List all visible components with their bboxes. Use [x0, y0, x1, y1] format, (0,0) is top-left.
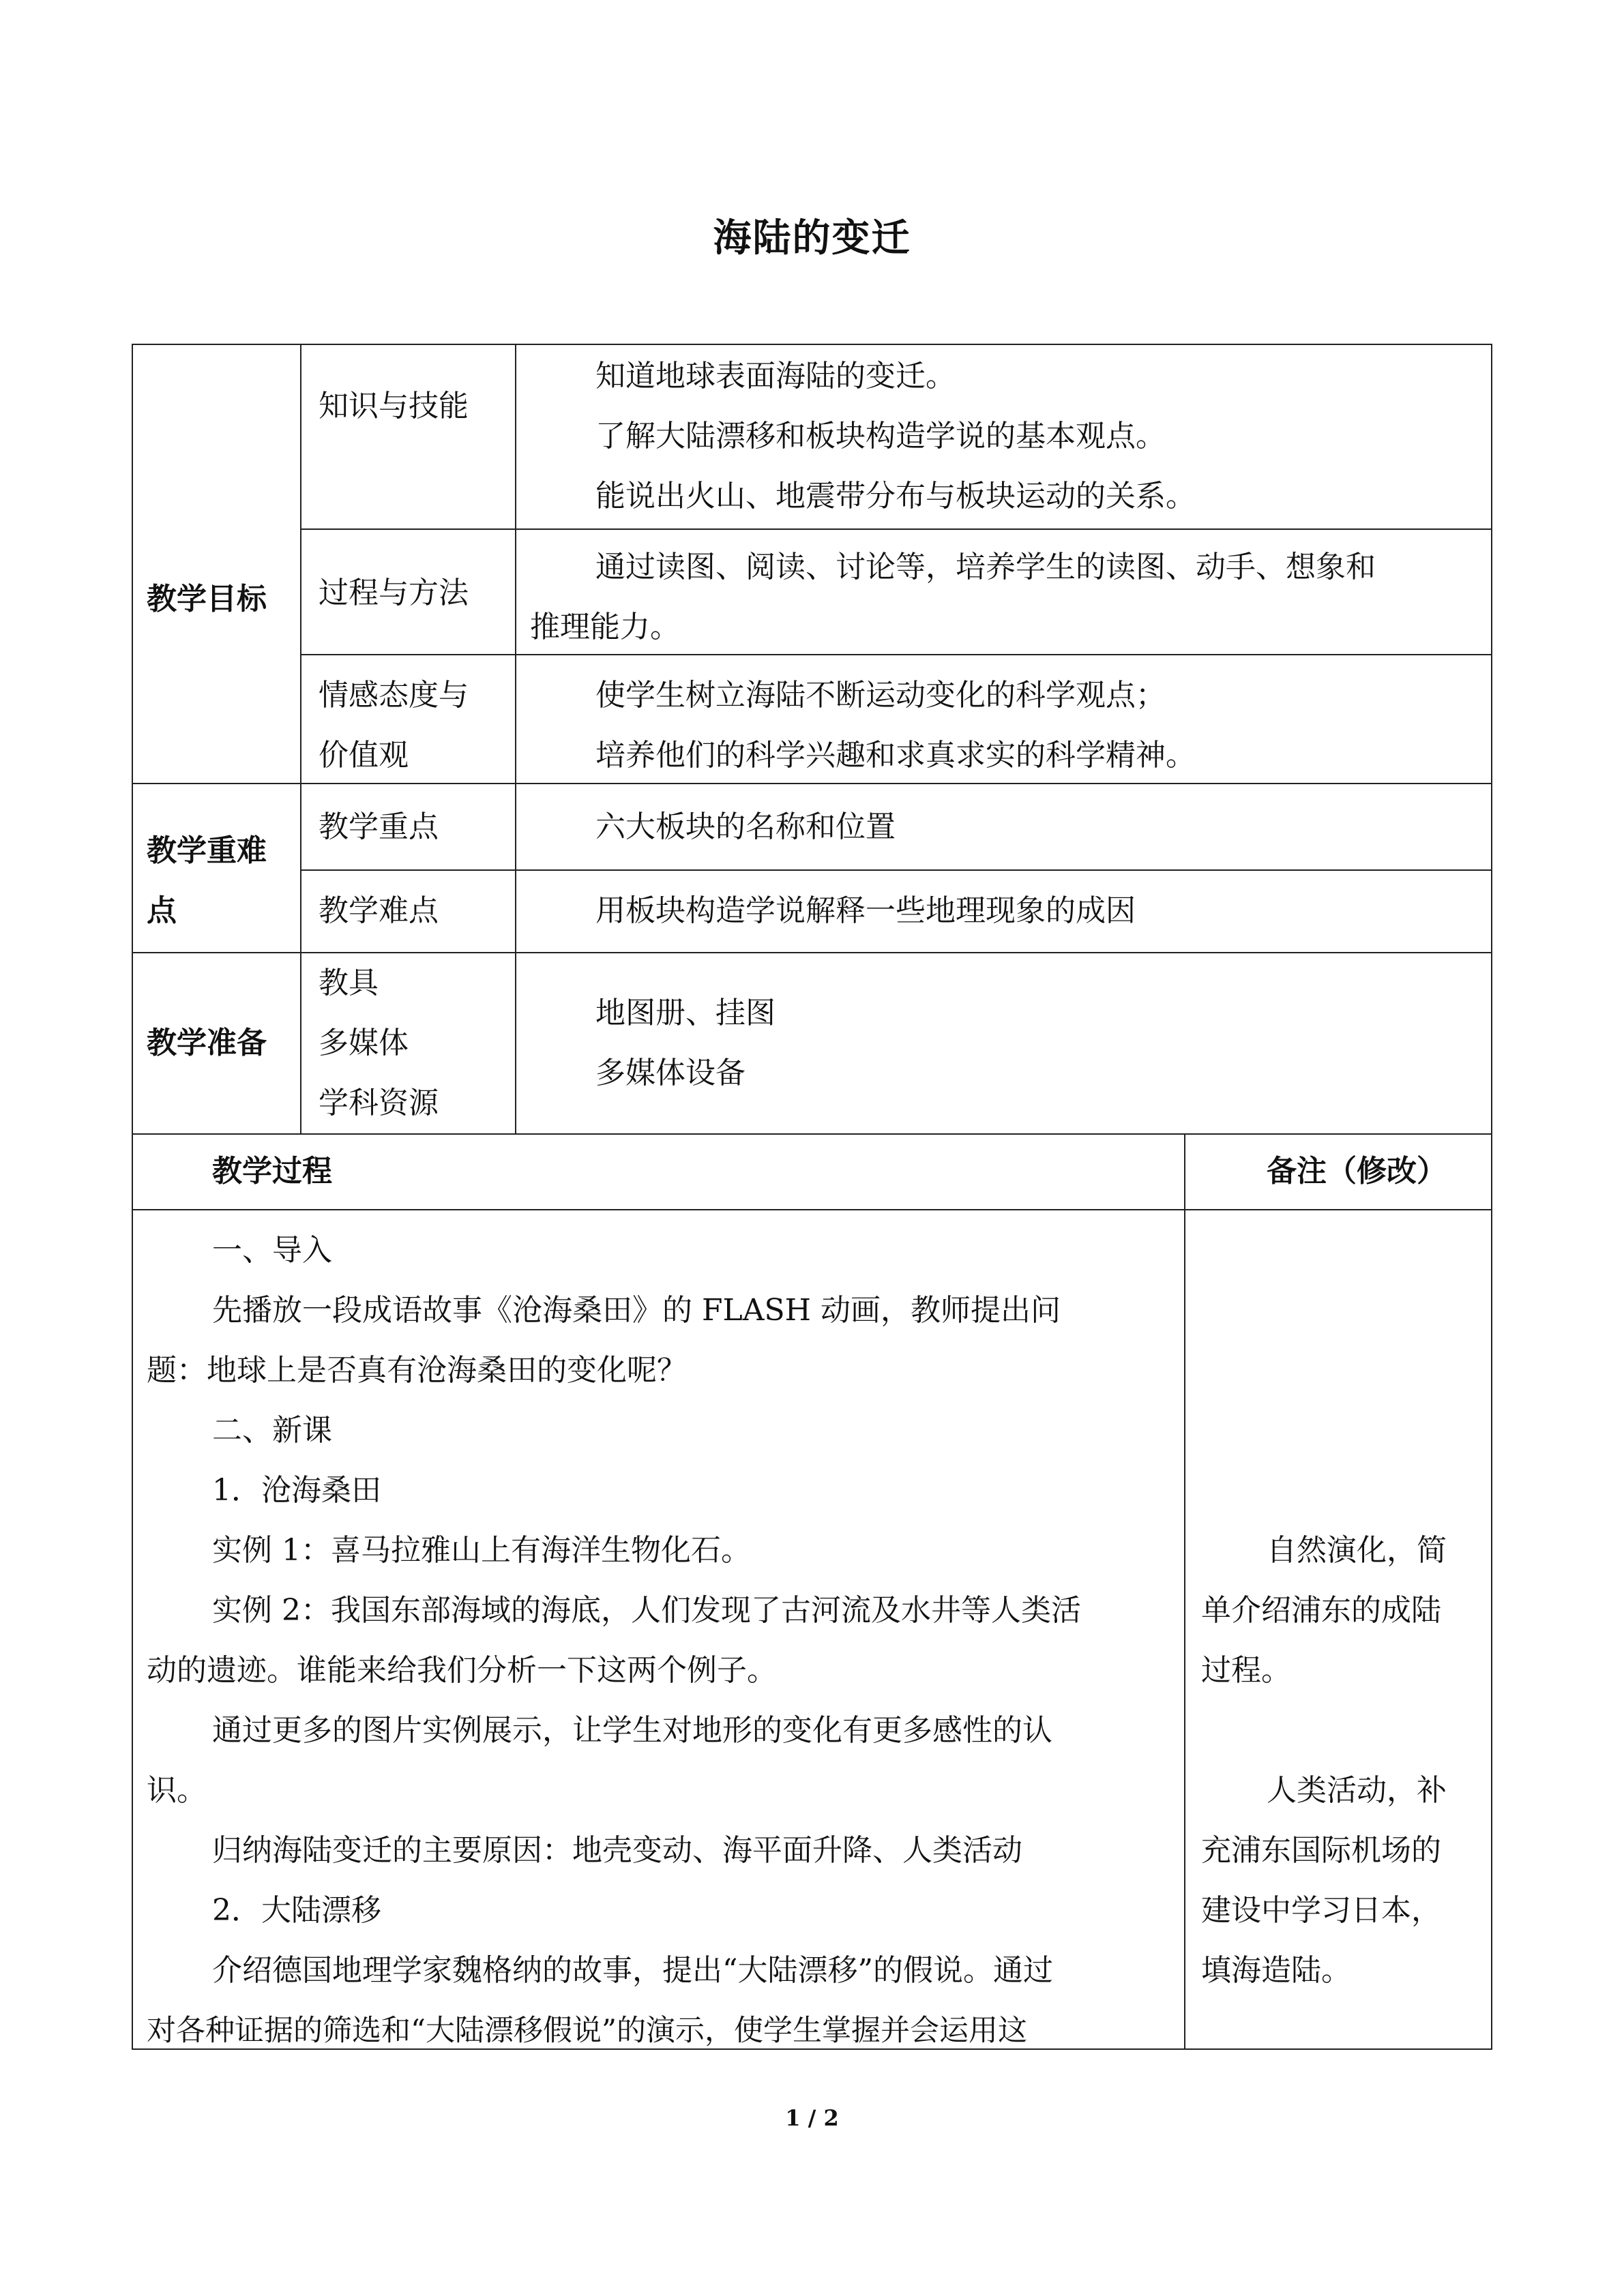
process-line: 2．大陆漂移: [212, 1893, 381, 1928]
note-line: 建设中学习日本，: [1201, 1893, 1441, 1928]
process-line: 对各种证据的筛选和“大陆漂移假说”的演示，使学生掌握并会运用这: [147, 2014, 1027, 2048]
process-line: 先播放一段成语故事《沧海桑田》的 FLASH 动画，教师提出问: [212, 1293, 1061, 1328]
emotion-label: 情感态度与: [319, 678, 469, 713]
preparation-label: 教学准备: [147, 1026, 267, 1060]
knowledge-line: 知道地球表面海陆的变迁。: [595, 359, 956, 393]
note-line: 过程。: [1201, 1653, 1291, 1688]
emotion-line: 使学生树立海陆不断运动变化的科学观点；: [595, 678, 1166, 713]
teaching-difficulty-label: 教学难点: [319, 893, 439, 928]
knowledge-line: 能说出火山、地震带分布与板块运动的关系。: [595, 479, 1196, 513]
teaching-focus-label: 教学重点: [319, 809, 439, 844]
process-header: 教学过程: [212, 1154, 332, 1189]
page-number: 1 / 2: [785, 2105, 839, 2131]
process-line: 题：地球上是否真有沧海桑田的变化呢？: [147, 1353, 687, 1388]
preparation-item: 学科资源: [319, 1086, 439, 1120]
note-line: 单介绍浦东的成陆: [1201, 1593, 1441, 1628]
key-points-label: 点: [147, 893, 177, 928]
process-line: 介绍德国地理学家魏格纳的故事，提出“大陆漂移”的假说。通过: [212, 1953, 1053, 1988]
notes-header: 备注（修改）: [1267, 1154, 1447, 1189]
process-method-label: 过程与方法: [319, 576, 469, 610]
objectives-label: 教学目标: [147, 582, 267, 616]
process-line: 二、新课: [212, 1413, 332, 1448]
process-line: 通过更多的图片实例展示，让学生对地形的变化有更多感性的认: [212, 1713, 1052, 1748]
teaching-focus-content: 六大板块的名称和位置: [595, 809, 896, 844]
note-line: 人类活动，补: [1267, 1773, 1447, 1808]
note-line: 填海造陆。: [1201, 1953, 1351, 1988]
key-points-label: 教学重难: [147, 833, 267, 868]
process-line: 一、导入: [212, 1233, 332, 1268]
process-line: 实例 2：我国东部海域的海底，人们发现了古河流及水井等人类活: [212, 1593, 1081, 1628]
preparation-content: 地图册、挂图: [595, 996, 776, 1030]
knowledge-line: 了解大陆漂移和板块构造学说的基本观点。: [595, 419, 1166, 453]
preparation-content: 多媒体设备: [595, 1056, 745, 1090]
process-method-line: 通过读图、阅读、讨论等，培养学生的读图、动手、想象和: [595, 550, 1376, 584]
knowledge-skill-label: 知识与技能: [319, 389, 469, 423]
process-line: 实例 1：喜马拉雅山上有海洋生物化石。: [212, 1533, 751, 1568]
process-method-line: 推理能力。: [530, 610, 680, 644]
process-line: 1．沧海桑田: [212, 1473, 381, 1508]
note-line: 自然演化，简: [1267, 1533, 1447, 1568]
teaching-difficulty-content: 用板块构造学说解释一些地理现象的成因: [595, 893, 1136, 928]
process-line: 归纳海陆变迁的主要原因：地壳变动、海平面升降、人类活动: [212, 1833, 1022, 1868]
preparation-item: 多媒体: [319, 1026, 409, 1060]
process-line: 识。: [147, 1773, 207, 1808]
document-title: 海陆的变迁: [713, 215, 911, 260]
note-line: 充浦东国际机场的: [1201, 1833, 1441, 1868]
emotion-label: 价值观: [319, 738, 409, 773]
lesson-plan-table: [132, 344, 1492, 2050]
emotion-line: 培养他们的科学兴趣和求真求实的科学精神。: [595, 738, 1196, 773]
preparation-item: 教具: [319, 966, 379, 1000]
process-line: 动的遗迹。谁能来给我们分析一下这两个例子。: [147, 1653, 777, 1688]
